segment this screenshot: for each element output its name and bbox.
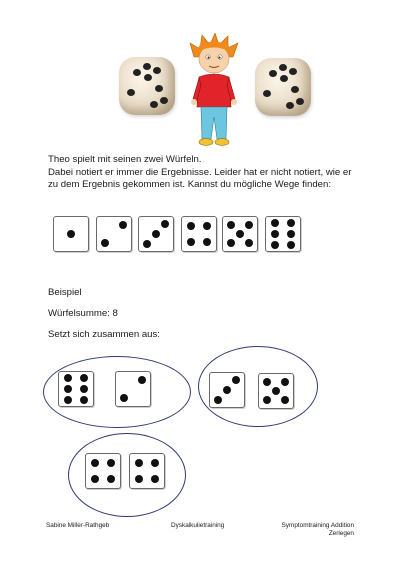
dice-3d-icon-right (255, 58, 311, 116)
footer-topic (262, 522, 354, 538)
die-pip (80, 396, 88, 404)
footer-author: Sabine Miller-Rathgeb (46, 522, 110, 529)
die-pip (281, 378, 289, 386)
compose-line: Setzt sich zusammen aus: (48, 329, 160, 340)
die-pip (227, 221, 235, 229)
intro-text (48, 154, 378, 192)
die-pip (143, 240, 151, 248)
die-pip (91, 475, 99, 483)
die-pip (214, 396, 222, 404)
die-pip (287, 219, 295, 227)
die-pip (187, 238, 195, 246)
die-pip (64, 396, 72, 404)
die-pip (80, 374, 88, 382)
combination-1-die-b (115, 371, 151, 407)
die-pip (151, 475, 159, 483)
boy-illustration (188, 33, 240, 149)
die-pip (152, 230, 160, 238)
die-pip (245, 239, 253, 247)
die-pip (271, 219, 279, 227)
die-pip (135, 475, 143, 483)
footer-topic-line-2: Zerlegen (328, 530, 354, 537)
die-pip (271, 230, 279, 238)
die-pip (263, 396, 271, 404)
die-pip (187, 222, 195, 230)
die-pip (263, 378, 271, 386)
die-pip (245, 221, 253, 229)
die-pip (287, 241, 295, 249)
intro-line-2: Dabei notiert er immer die Ergebnisse. Leider hat er nicht notiert, wie er (48, 166, 352, 178)
die-pip (107, 459, 115, 467)
die-pip (80, 385, 88, 393)
die-pip (203, 222, 211, 230)
die-1 (53, 216, 89, 252)
intro-line-3: zu dem Ergebnis gekommen ist. Kannst du mögliche Wege finden: (48, 179, 331, 190)
die-pip (271, 241, 279, 249)
die-pip (138, 376, 146, 384)
die-pip (64, 374, 72, 382)
die-pip (236, 230, 244, 238)
example-label: Beispiel (48, 287, 82, 298)
combination-2-die-a (209, 372, 245, 408)
die-pip (119, 221, 127, 229)
die-pip (91, 459, 99, 467)
die-6 (265, 216, 301, 252)
die-5 (222, 216, 258, 252)
combination-2-die-b (258, 373, 294, 409)
die-4 (181, 216, 217, 252)
combination-1-die-a (58, 371, 94, 407)
combination-3-die-b (129, 453, 165, 489)
die-pip (101, 239, 109, 247)
die-pip (272, 387, 280, 395)
die-pip (151, 459, 159, 467)
footer-course: Dyskalkulietraining (171, 522, 225, 529)
die-pip (67, 230, 75, 238)
die-pip (135, 459, 143, 467)
die-pip (203, 238, 211, 246)
die-pip (287, 230, 295, 238)
die-pip (281, 396, 289, 404)
die-pip (120, 394, 128, 402)
intro-line-1: Theo spielt mit seinen zwei Würfeln. (48, 154, 202, 165)
combination-3-die-a (85, 453, 121, 489)
die-pip (107, 475, 115, 483)
die-pip (161, 220, 169, 228)
die-pip (223, 386, 231, 394)
footer-topic-line-1: Symptomtraining Addition (281, 522, 354, 529)
dice-3d-icon-left (119, 57, 175, 115)
die-2 (96, 216, 132, 252)
die-pip (64, 385, 72, 393)
sum-line: Würfelsumme: 8 (48, 308, 118, 319)
die-3 (138, 216, 174, 252)
die-pip (227, 239, 235, 247)
die-pip (232, 376, 240, 384)
